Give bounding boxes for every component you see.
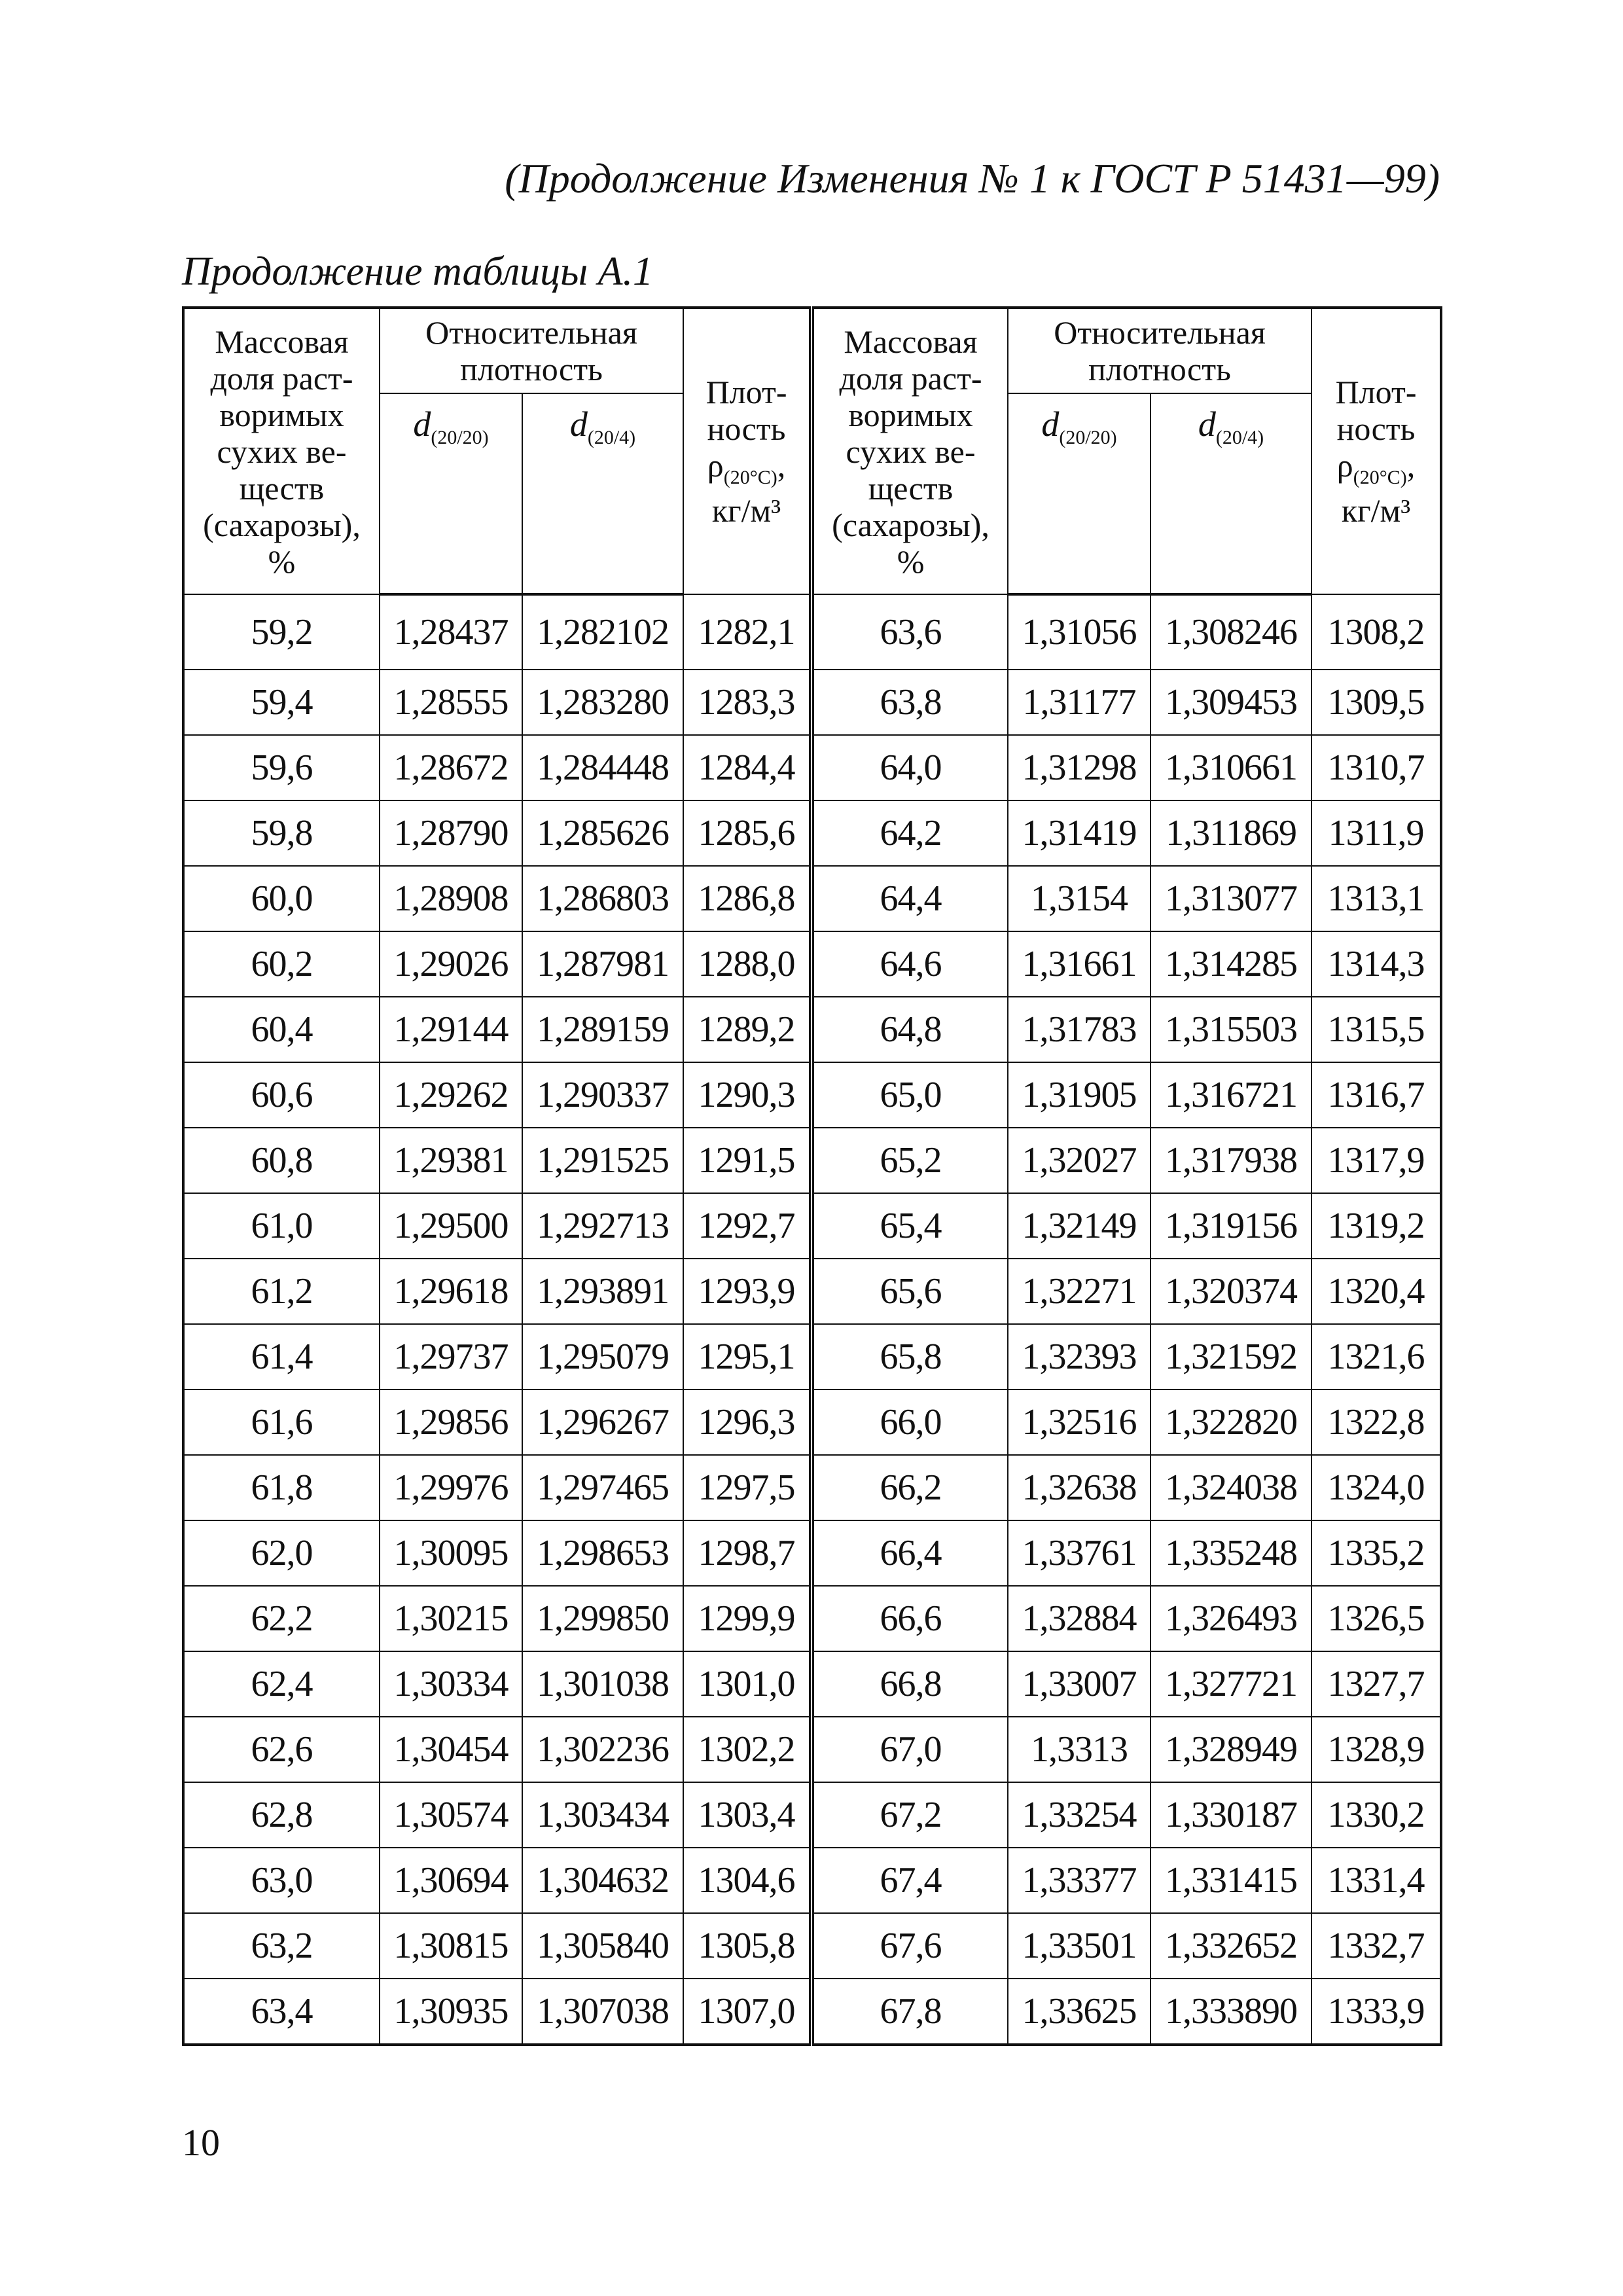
table-cell: 61,0 <box>183 1193 380 1259</box>
table-cell: 1,304632 <box>522 1848 683 1913</box>
table-cell: 1289,2 <box>683 997 812 1062</box>
table-cell: 59,6 <box>183 735 380 800</box>
table-cell: 1,322820 <box>1150 1390 1311 1455</box>
table-cell: 1,301038 <box>522 1651 683 1717</box>
table-cell: 1,298653 <box>522 1520 683 1586</box>
header-text: ществ <box>239 469 325 507</box>
header-text: плотность <box>1088 351 1231 387</box>
table-row <box>183 1062 1441 1128</box>
table-row <box>183 1848 1441 1913</box>
d-subscript: (20/20) <box>1059 426 1117 448</box>
table-row <box>183 1979 1441 2045</box>
table-row <box>183 1193 1441 1259</box>
header-text: ность <box>707 410 786 447</box>
table-cell: 1,28790 <box>380 800 522 866</box>
d-symbol: d <box>413 404 431 444</box>
header-relative-density-right <box>1008 308 1311 393</box>
table-cell: 1,30574 <box>380 1782 522 1848</box>
table-cell: 61,6 <box>183 1390 380 1455</box>
table-cell: 66,4 <box>812 1520 1008 1586</box>
table-cell: 62,6 <box>183 1717 380 1782</box>
table-row <box>183 735 1441 800</box>
table-cell: 1,30454 <box>380 1717 522 1782</box>
d-subscript: (20/4) <box>587 426 636 448</box>
header-d-20-20-left <box>380 393 522 594</box>
table-cell: 1296,3 <box>683 1390 812 1455</box>
table-cell: 1,32149 <box>1008 1193 1150 1259</box>
table-cell: 1,30815 <box>380 1913 522 1979</box>
table-cell: 1,30694 <box>380 1848 522 1913</box>
table-cell: 1,317938 <box>1150 1128 1311 1193</box>
table-cell: 1,32516 <box>1008 1390 1150 1455</box>
table-cell: 1,31783 <box>1008 997 1150 1062</box>
table-cell: 1,320374 <box>1150 1259 1311 1324</box>
table-cell: 1292,7 <box>683 1193 812 1259</box>
table-row <box>183 1259 1441 1324</box>
table-cell: 65,8 <box>812 1324 1008 1390</box>
table-cell: 1,309453 <box>1150 670 1311 735</box>
table-cell: 1320,4 <box>1311 1259 1441 1324</box>
table-cell: 1335,2 <box>1311 1520 1441 1586</box>
table-cell: 1293,9 <box>683 1259 812 1324</box>
table-cell: 1,327721 <box>1150 1651 1311 1717</box>
table-body <box>183 594 1441 2045</box>
table-cell: 1,332652 <box>1150 1913 1311 1979</box>
header-d-20-4-left <box>522 393 683 594</box>
table-row <box>183 1782 1441 1848</box>
table-cell: 1,314285 <box>1150 931 1311 997</box>
table-row <box>183 1390 1441 1455</box>
table-cell: 59,8 <box>183 800 380 866</box>
table-cell: 1,31298 <box>1008 735 1150 800</box>
table-cell: 1295,1 <box>683 1324 812 1390</box>
table-cell: 65,2 <box>812 1128 1008 1193</box>
table-cell: 64,0 <box>812 735 1008 800</box>
table-cell: 1,324038 <box>1150 1455 1311 1520</box>
table-cell: 1332,7 <box>1311 1913 1441 1979</box>
table-cell: 62,0 <box>183 1520 380 1586</box>
d-symbol: d <box>569 404 588 444</box>
rho-label <box>684 447 809 496</box>
table-cell: 1317,9 <box>1311 1128 1441 1193</box>
table-cell: 1,330187 <box>1150 1782 1311 1848</box>
density-unit: кг/м³ <box>1341 492 1411 529</box>
table-cell: 1,290337 <box>522 1062 683 1128</box>
table-cell: 1326,5 <box>1311 1586 1441 1651</box>
d-symbol: d <box>1198 404 1216 444</box>
table-cell: 1298,7 <box>683 1520 812 1586</box>
table-cell: 1,31177 <box>1008 670 1150 735</box>
table-cell: 65,0 <box>812 1062 1008 1128</box>
table-cell: 1,3154 <box>1008 866 1150 931</box>
table-cell: 1,32271 <box>1008 1259 1150 1324</box>
table-cell: 1319,2 <box>1311 1193 1441 1259</box>
header-text: Плот- <box>705 374 787 410</box>
table-cell: 1316,7 <box>1311 1062 1441 1128</box>
table-cell: 1333,9 <box>1311 1979 1441 2045</box>
table-cell: 1,33254 <box>1008 1782 1150 1848</box>
table-cell: 1,299850 <box>522 1586 683 1651</box>
table-cell: 1,33377 <box>1008 1848 1150 1913</box>
header-text: (сахарозы), <box>203 506 361 543</box>
table-cell: 66,0 <box>812 1390 1008 1455</box>
table-cell: 1331,4 <box>1311 1848 1441 1913</box>
table-cell: 1,29856 <box>380 1390 522 1455</box>
table-cell: 1,30935 <box>380 1979 522 2045</box>
table-cell: 1,313077 <box>1150 866 1311 931</box>
table-cell: 1,283280 <box>522 670 683 735</box>
table-cell: 1288,0 <box>683 931 812 997</box>
table-cell: 1,293891 <box>522 1259 683 1324</box>
table-cell: 1,310661 <box>1150 735 1311 800</box>
header-d-20-20-right <box>1008 393 1150 594</box>
table-cell: 1,30215 <box>380 1586 522 1651</box>
table-cell: 66,8 <box>812 1651 1008 1717</box>
table-cell: 62,8 <box>183 1782 380 1848</box>
header-d-20-4-right <box>1150 393 1311 594</box>
table-cell: 1310,7 <box>1311 735 1441 800</box>
table-cell: 62,2 <box>183 1586 380 1651</box>
table-cell: 61,4 <box>183 1324 380 1390</box>
table-cell: 67,4 <box>812 1848 1008 1913</box>
table-cell: 1,328949 <box>1150 1717 1311 1782</box>
table-cell: 1322,8 <box>1311 1390 1441 1455</box>
table-cell: 1,29737 <box>380 1324 522 1390</box>
table-cell: 1,28908 <box>380 866 522 931</box>
table-cell: 1,292713 <box>522 1193 683 1259</box>
table-cell: 1330,2 <box>1311 1782 1441 1848</box>
header-text: % <box>897 543 925 580</box>
table-cell: 1284,4 <box>683 735 812 800</box>
rho-symbol: ρ <box>1336 447 1353 484</box>
table-cell: 1,308246 <box>1150 594 1311 670</box>
table-cell: 1285,6 <box>683 800 812 866</box>
table-cell: 1,287981 <box>522 931 683 997</box>
table-cell: 1,311869 <box>1150 800 1311 866</box>
table-cell: 61,2 <box>183 1259 380 1324</box>
table-cell: 63,8 <box>812 670 1008 735</box>
table-cell: 1302,2 <box>683 1717 812 1782</box>
table-cell: 63,0 <box>183 1848 380 1913</box>
table-cell: 1,297465 <box>522 1455 683 1520</box>
header-density-left <box>683 308 812 594</box>
table-row <box>183 670 1441 735</box>
table-cell: 1,316721 <box>1150 1062 1311 1128</box>
table-cell: 1,291525 <box>522 1128 683 1193</box>
header-text: Массовая <box>215 323 349 360</box>
header-text: доля раст- <box>210 359 353 397</box>
table-cell: 1311,9 <box>1311 800 1441 866</box>
header-text: плотность <box>460 351 603 387</box>
header-text: воримых <box>219 396 344 433</box>
table-row <box>183 1717 1441 1782</box>
table-cell: 1303,4 <box>683 1782 812 1848</box>
header-mass-fraction-right <box>812 308 1008 594</box>
table-cell: 1,295079 <box>522 1324 683 1390</box>
table-cell: 1,31419 <box>1008 800 1150 866</box>
table-cell: 1301,0 <box>683 1651 812 1717</box>
table-cell: 1,29500 <box>380 1193 522 1259</box>
table-cell: 1290,3 <box>683 1062 812 1128</box>
table-cell: 66,6 <box>812 1586 1008 1651</box>
table-cell: 1,331415 <box>1150 1848 1311 1913</box>
table-cell: 1,28555 <box>380 670 522 735</box>
table-cell: 60,6 <box>183 1062 380 1128</box>
table-cell: 1,3313 <box>1008 1717 1150 1782</box>
table-cell: 1,284448 <box>522 735 683 800</box>
table-cell: 67,6 <box>812 1913 1008 1979</box>
header-mass-fraction-left <box>183 308 380 594</box>
density-unit: кг/м³ <box>711 492 781 529</box>
table-cell: 1,307038 <box>522 1979 683 2045</box>
table-cell: 63,6 <box>812 594 1008 670</box>
table-cell: 1321,6 <box>1311 1324 1441 1390</box>
header-text: Массовая <box>844 323 978 360</box>
table-cell: 1283,3 <box>683 670 812 735</box>
comma: , <box>777 447 786 484</box>
table-cell: 1305,8 <box>683 1913 812 1979</box>
table-cell: 1299,9 <box>683 1586 812 1651</box>
table-cell: 63,2 <box>183 1913 380 1979</box>
table-cell: 60,4 <box>183 997 380 1062</box>
table-cell: 1,30095 <box>380 1520 522 1586</box>
table-row <box>183 1913 1441 1979</box>
table-cell: 1314,3 <box>1311 931 1441 997</box>
table-cell: 1,303434 <box>522 1782 683 1848</box>
table-cell: 67,0 <box>812 1717 1008 1782</box>
header-text: (сахарозы), <box>832 506 990 543</box>
table-cell: 1308,2 <box>1311 594 1441 670</box>
table-row <box>183 1520 1441 1586</box>
table-cell: 1,33625 <box>1008 1979 1150 2045</box>
table-cell: 1313,1 <box>1311 866 1441 931</box>
table-row <box>183 997 1441 1062</box>
table-cell: 1,296267 <box>522 1390 683 1455</box>
table-cell: 1324,0 <box>1311 1455 1441 1520</box>
header-text: ность <box>1336 410 1416 447</box>
table-cell: 1,29381 <box>380 1128 522 1193</box>
table-row <box>183 594 1441 670</box>
table-cell: 67,8 <box>812 1979 1008 2045</box>
table-cell: 1328,9 <box>1311 1717 1441 1782</box>
table-row <box>183 866 1441 931</box>
d-subscript: (20/20) <box>431 426 489 448</box>
table-cell: 59,2 <box>183 594 380 670</box>
rho-subscript: (20°C) <box>723 467 777 488</box>
rho-symbol: ρ <box>707 447 724 484</box>
table-cell: 1,32027 <box>1008 1128 1150 1193</box>
table-cell: 1,32393 <box>1008 1324 1150 1390</box>
table-cell: 60,8 <box>183 1128 380 1193</box>
table-cell: 1,33007 <box>1008 1651 1150 1717</box>
table-cell: 1,28672 <box>380 735 522 800</box>
table-cell: 62,4 <box>183 1651 380 1717</box>
table-cell: 64,8 <box>812 997 1008 1062</box>
table-cell: 1307,0 <box>683 1979 812 2045</box>
d-symbol: d <box>1041 404 1060 444</box>
table-cell: 1,28437 <box>380 594 522 670</box>
table-cell: 1,29976 <box>380 1455 522 1520</box>
table-cell: 1,33501 <box>1008 1913 1150 1979</box>
table-cell: 1,282102 <box>522 594 683 670</box>
header-text: доля раст- <box>839 359 982 397</box>
table-cell: 1,31661 <box>1008 931 1150 997</box>
table-caption: Продолжение таблицы А.1 <box>182 249 654 294</box>
header-density-right <box>1311 308 1441 594</box>
table-cell: 1,32884 <box>1008 1586 1150 1651</box>
table-cell: 1,305840 <box>522 1913 683 1979</box>
table-cell: 59,4 <box>183 670 380 735</box>
table-cell: 60,2 <box>183 931 380 997</box>
table-cell: 1,315503 <box>1150 997 1311 1062</box>
header-text: % <box>268 543 296 580</box>
table-cell: 1,333890 <box>1150 1979 1311 2045</box>
table-cell: 1,321592 <box>1150 1324 1311 1390</box>
header-text: сухих ве- <box>217 433 347 470</box>
table-row <box>183 1651 1441 1717</box>
table-cell: 1286,8 <box>683 866 812 931</box>
table-row <box>183 1586 1441 1651</box>
table-cell: 1,289159 <box>522 997 683 1062</box>
table-cell: 1304,6 <box>683 1848 812 1913</box>
table-cell: 1,319156 <box>1150 1193 1311 1259</box>
table-cell: 65,6 <box>812 1259 1008 1324</box>
table-cell: 1,29026 <box>380 931 522 997</box>
table-cell: 64,4 <box>812 866 1008 931</box>
header-text: воримых <box>848 396 973 433</box>
table-cell: 1327,7 <box>1311 1651 1441 1717</box>
table-cell: 1,31905 <box>1008 1062 1150 1128</box>
table-cell: 1,286803 <box>522 866 683 931</box>
header-text: ществ <box>868 469 954 507</box>
density-table <box>182 306 1442 2046</box>
table-cell: 65,4 <box>812 1193 1008 1259</box>
comma: , <box>1406 447 1416 484</box>
table-row <box>183 1455 1441 1520</box>
page-number: 10 <box>182 2121 220 2164</box>
table-cell: 60,0 <box>183 866 380 931</box>
table-row <box>183 800 1441 866</box>
table-cell: 1,30334 <box>380 1651 522 1717</box>
rho-subscript: (20°C) <box>1353 467 1407 488</box>
d-subscript: (20/4) <box>1215 426 1264 448</box>
header-text: сухих ве- <box>846 433 976 470</box>
header-text: Плот- <box>1335 374 1417 410</box>
table-cell: 1291,5 <box>683 1128 812 1193</box>
table-cell: 61,8 <box>183 1455 380 1520</box>
table-cell: 1,302236 <box>522 1717 683 1782</box>
header-text: Относительная <box>425 314 637 351</box>
table-cell: 1309,5 <box>1311 670 1441 735</box>
table-cell: 1,29618 <box>380 1259 522 1324</box>
table-cell: 1,33761 <box>1008 1520 1150 1586</box>
table-row <box>183 1324 1441 1390</box>
table-cell: 1,32638 <box>1008 1455 1150 1520</box>
table-row <box>183 931 1441 997</box>
table-cell: 66,2 <box>812 1455 1008 1520</box>
table-cell: 1315,5 <box>1311 997 1441 1062</box>
table-cell: 1297,5 <box>683 1455 812 1520</box>
table-cell: 1,29144 <box>380 997 522 1062</box>
table-cell: 63,4 <box>183 1979 380 2045</box>
header-relative-density-left <box>380 308 683 393</box>
table-cell: 1,335248 <box>1150 1520 1311 1586</box>
table-cell: 64,6 <box>812 931 1008 997</box>
table-cell: 1,31056 <box>1008 594 1150 670</box>
table-row <box>183 1128 1441 1193</box>
document-continuation-header: (Продолжение Изменения № 1 к ГОСТ Р 51431—99) <box>505 155 1440 202</box>
rho-label <box>1312 447 1440 496</box>
header-text: Относительная <box>1054 314 1266 351</box>
table-cell: 1,326493 <box>1150 1586 1311 1651</box>
table-cell: 1,29262 <box>380 1062 522 1128</box>
table-cell: 1282,1 <box>683 594 812 670</box>
table-cell: 1,285626 <box>522 800 683 866</box>
table-cell: 64,2 <box>812 800 1008 866</box>
table-cell: 67,2 <box>812 1782 1008 1848</box>
